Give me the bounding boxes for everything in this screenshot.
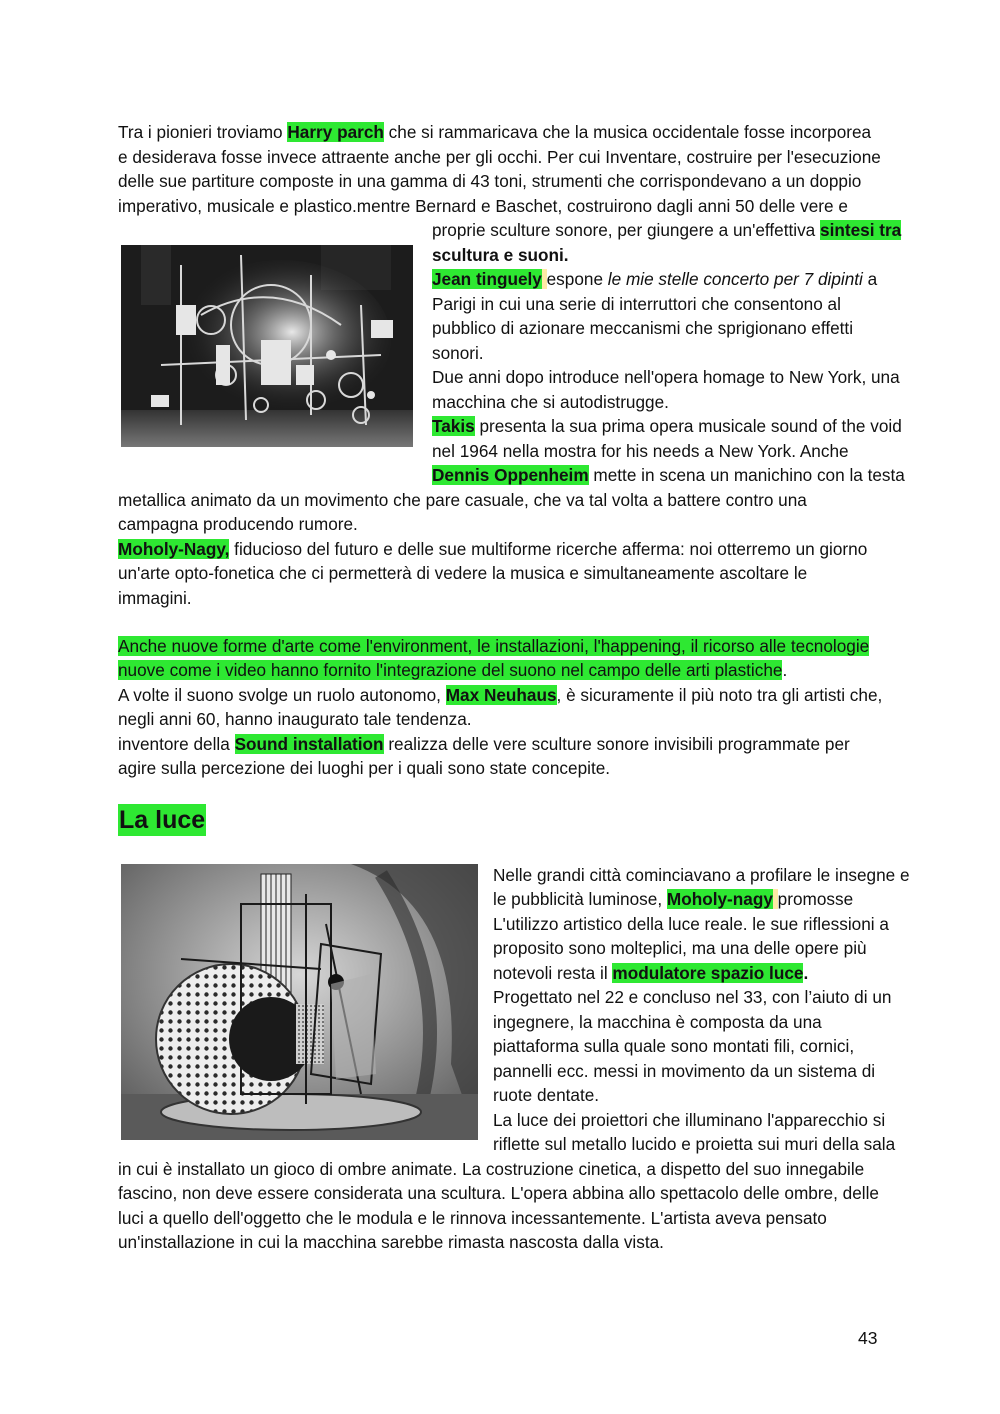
text-line: riflette sul metallo lucido e proietta sui muri della sala — [493, 1134, 896, 1154]
text-span: che si rammaricava che la musica occidentale fosse incorporea — [383, 122, 872, 142]
text-line: La luce dei proiettori che illuminano l'apparecchio si — [493, 1110, 886, 1130]
text-span: inventore della — [118, 734, 235, 754]
italic-title: le mie stelle concerto per 7 dipinti — [607, 269, 863, 289]
text-span: Tra i pionieri troviamo — [118, 122, 288, 142]
bold-text: . — [803, 963, 809, 983]
text-line: L'utilizzo artistico della luce reale. le sue riflessioni a — [493, 914, 889, 934]
text-span: realizza delle vere sculture sonore invisibili programmate per — [383, 734, 850, 754]
text-span: . — [782, 660, 788, 680]
text-line — [118, 683, 882, 707]
text-line: negli anni 60, hanno inaugurato tale tendenza. — [118, 709, 472, 729]
text-line — [118, 658, 787, 682]
text-span: presenta la sua prima opera musicale sound of the void — [474, 416, 902, 436]
section-heading: La luce — [119, 806, 206, 834]
text-line — [118, 634, 869, 658]
highlight-max-neuhaus: Max Neuhaus — [445, 685, 557, 705]
text-line: nel 1964 nella mostra for his needs a New York. Anche — [432, 441, 849, 461]
text-line: fascino, non deve essere considerata una scultura. L'opera abbina allo spettacolo delle ombre, delle — [118, 1183, 879, 1203]
text-line: delle sue partiture composte in una gamma di 43 toni, strumenti che corrispondevano a un doppio — [118, 171, 862, 191]
text-line: immagini. — [118, 588, 192, 608]
tinguely-machine-photo — [121, 245, 413, 447]
page-number: 43 — [858, 1328, 878, 1348]
text-line: proposito sono molteplici, ma una delle opere più — [493, 938, 867, 958]
text-line — [118, 732, 850, 756]
text-line: luci a quello dell'oggetto che le modula e le rinnova incessantemente. L'artista aveva pensato — [118, 1208, 827, 1228]
text-span: , è sicuramente il più noto tra gli artisti che, — [556, 685, 883, 705]
text-line: Nelle grandi città cominciavano a profilare le insegne e — [493, 865, 910, 885]
text-line: ingegnere, la macchina è composta da una — [493, 1012, 822, 1032]
text-line: e desiderava fosse invece attraente anche per gli occhi. Per cui Inventare, costruire per l'esecuzione — [118, 147, 881, 167]
highlight-takis: Takis — [432, 416, 475, 436]
text-line — [432, 218, 901, 242]
highlight-sentence: Anche nuove forme d'arte come l'environment, le installazioni, l'happening, il ricorso alle tecnologie — [118, 636, 870, 656]
text-span: A volte il suono svolge un ruolo autonomo, — [118, 685, 446, 705]
text-line: imperativo, musicale e plastico.mentre Bernard e Baschet, costruirono dagli anni 50 delle vere e — [118, 196, 848, 216]
text-line — [493, 887, 853, 911]
text-line: sonori. — [432, 343, 484, 363]
text-line: Progettato nel 22 e concluso nel 33, con l’aiuto di un — [493, 987, 892, 1007]
text-line — [493, 961, 808, 985]
highlight-dennis-oppenheim: Dennis Oppenheim — [432, 465, 589, 485]
text-span: notevoli resta il — [493, 963, 613, 983]
text-line: pannelli ecc. messi in movimento da un sistema di — [493, 1061, 876, 1081]
highlight-moholy-nagy: Moholy-Nagy, — [118, 539, 230, 559]
light-space-modulator-photo — [121, 864, 478, 1140]
text-line — [432, 243, 569, 267]
text-line: piattaforma sulla quale sono montati fili, cornici, — [493, 1036, 855, 1056]
text-line: in cui è installato un gioco di ombre animate. La costruzione cinetica, a dispetto del suo innegabile — [118, 1159, 865, 1179]
text-line: un'installazione in cui la macchina sarebbe rimasta nascosta dalla vista. — [118, 1232, 664, 1252]
text-span: a — [862, 269, 878, 289]
bold-text: scultura e suoni. — [432, 245, 569, 265]
highlight-sintesi: sintesi tra — [820, 220, 902, 240]
text-line — [432, 463, 905, 487]
text-line — [118, 120, 871, 144]
highlight-harry-partch: Harry parch — [287, 122, 384, 142]
light-space-modulator-image — [121, 864, 478, 1140]
text-line: agire sulla percezione dei luoghi per i quali sono state concepite. — [118, 758, 611, 778]
text-span: promosse — [777, 889, 854, 909]
text-line: macchina che si autodistrugge. — [432, 392, 669, 412]
text-span: espone — [546, 269, 608, 289]
text-line — [432, 267, 877, 291]
text-line — [118, 537, 867, 561]
text-line: Parigi in cui una serie di interruttori che consentono al — [432, 294, 841, 314]
tinguely-machine-image — [121, 245, 413, 447]
text-line: Due anni dopo introduce nell'opera homage to New York, una — [432, 367, 900, 387]
text-span: proprie sculture sonore, per giungere a un'effettiva — [432, 220, 821, 240]
highlight-modulatore: modulatore spazio luce — [612, 963, 804, 983]
highlight-jean-tinguely: Jean tinguely — [432, 269, 542, 289]
text-line: pubblico di azionare meccanismi che sprigionano effetti — [432, 318, 854, 338]
highlight-moholy-nagy-2: Moholy-nagy — [666, 889, 773, 909]
highlight-sound-installation: Sound installation — [234, 734, 384, 754]
text-span: mette in scena un manichino con la testa — [588, 465, 905, 485]
highlight-sentence: nuove come i video hanno fornito l'integrazione del suono nel campo delle arti plastiche — [118, 660, 783, 680]
text-span: le pubblicità luminose, — [493, 889, 667, 909]
text-line: ruote dentate. — [493, 1085, 600, 1105]
text-span: fiducioso del futuro e delle sue multiforme ricerche afferma: noi otterremo un giorno — [229, 539, 868, 559]
text-line — [432, 414, 902, 438]
text-line: un'arte opto-fonetica che ci permetterà di vedere la musica e simultaneamente ascoltare le — [118, 563, 808, 583]
text-line: metallica animato da un movimento che pare casuale, che va tal volta a battere contro una — [118, 490, 807, 510]
text-line: campagna producendo rumore. — [118, 514, 358, 534]
